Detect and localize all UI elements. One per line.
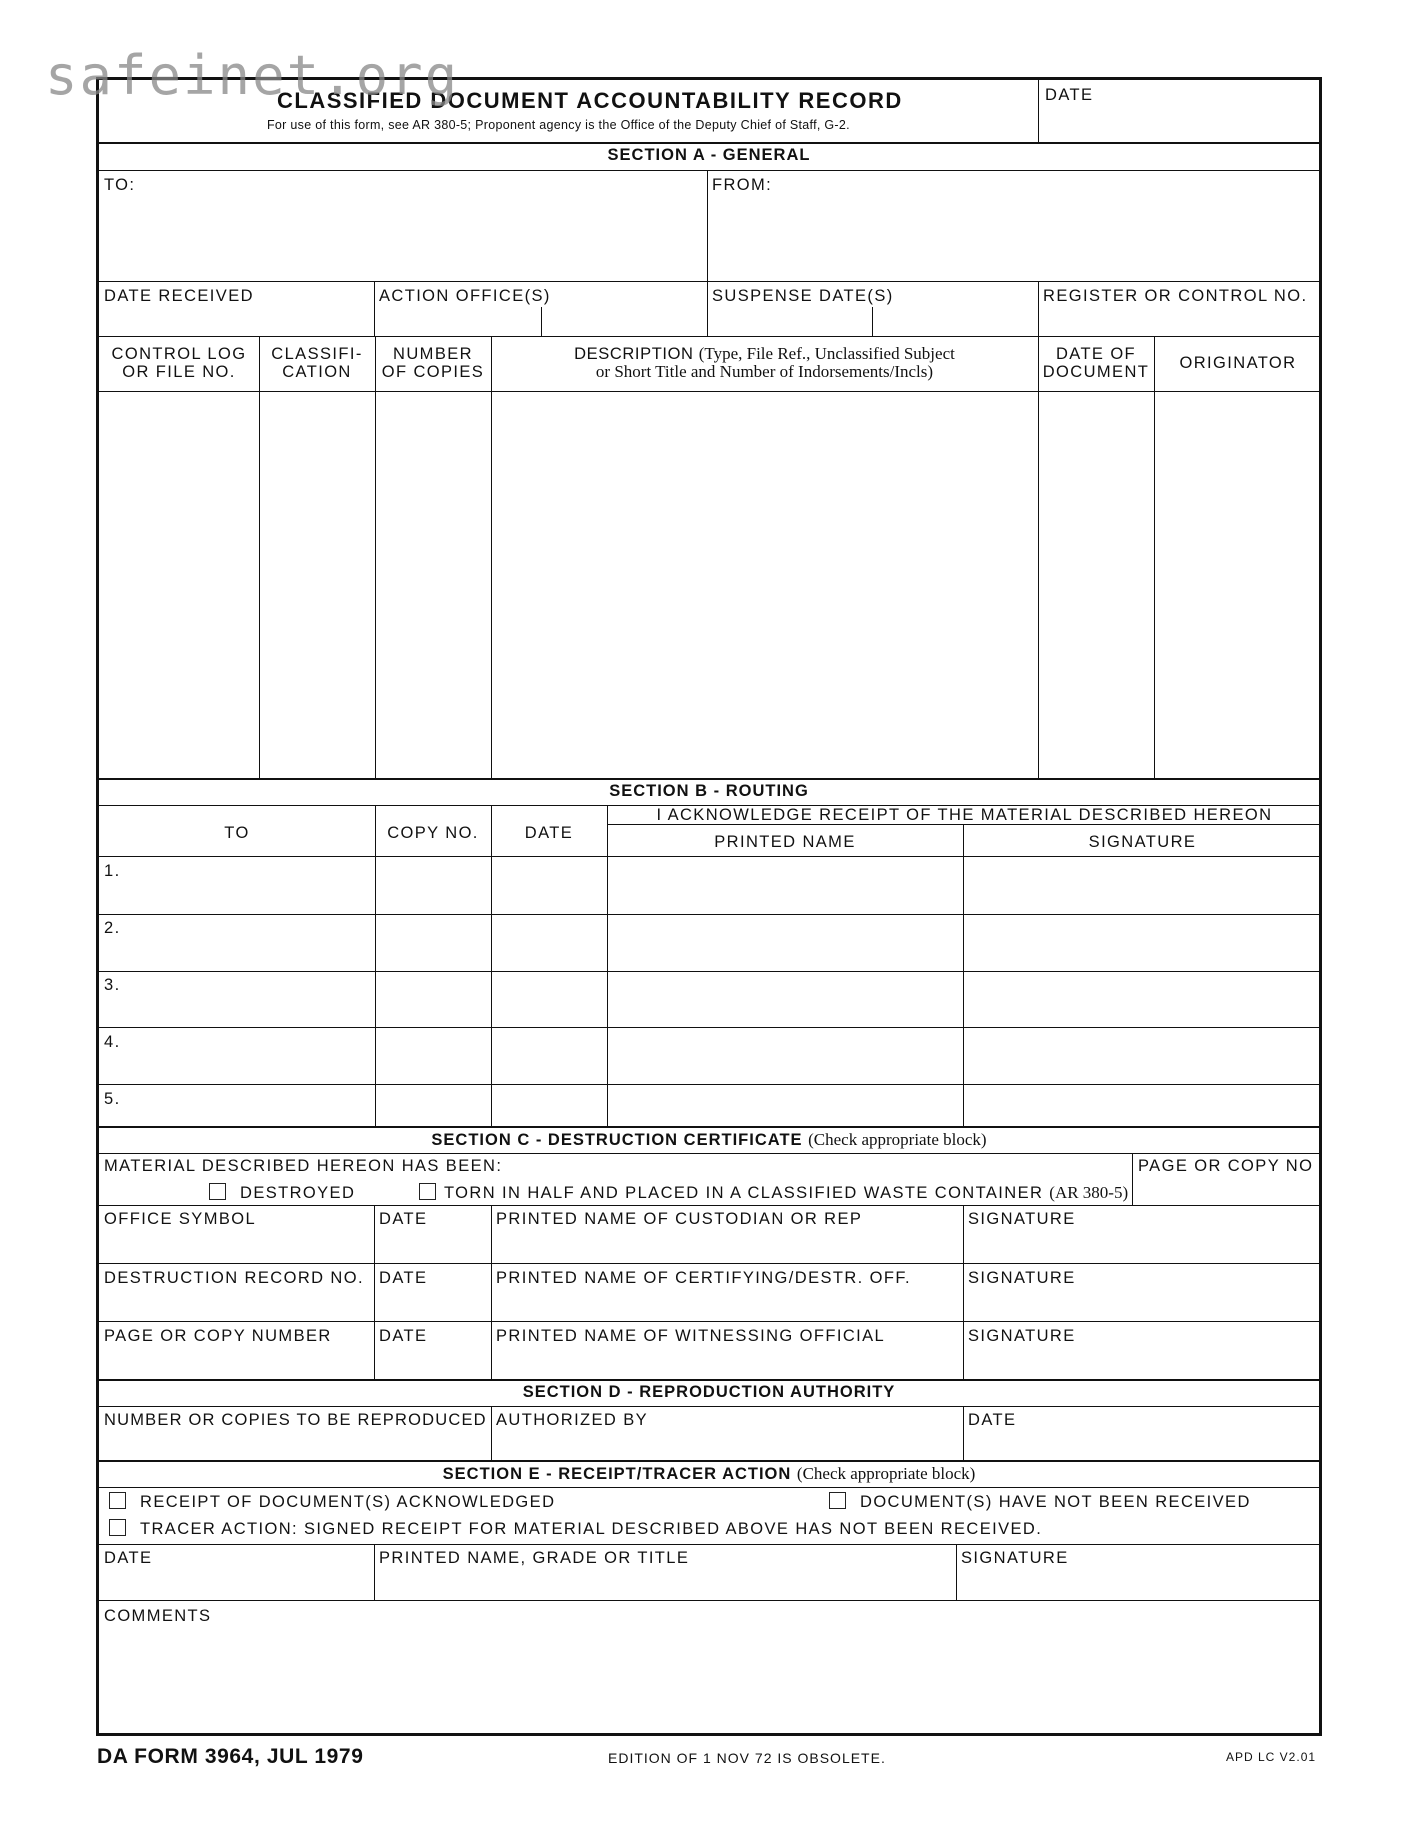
acknowledge-header: I ACKNOWLEDGE RECEIPT OF THE MATERIAL DESCRIBED HEREON	[656, 806, 1273, 824]
register-no-field[interactable]: REGISTER OR CONTROL NO.	[1043, 287, 1308, 305]
certifying-name-field[interactable]: PRINTED NAME OF CERTIFYING/DESTR. OFF.	[496, 1269, 911, 1287]
receipt-ack-option[interactable]: RECEIPT OF DOCUMENT(S) ACKNOWLEDGED	[109, 1492, 555, 1512]
custodian-name-field[interactable]: PRINTED NAME OF CUSTODIAN OR REP	[496, 1210, 863, 1228]
destroyed-option[interactable]: DESTROYED	[209, 1183, 355, 1203]
tracer-option[interactable]: TRACER ACTION: SIGNED RECEIPT FOR MATERIAL DESCRIBED ABOVE HAS NOT BEEN RECEIVED.	[109, 1519, 1042, 1539]
material-label: MATERIAL DESCRIBED HEREON HAS BEEN:	[104, 1157, 503, 1175]
section-b-title: SECTION B - ROUTING	[609, 782, 809, 800]
version-label: APD LC V2.01	[1226, 1750, 1317, 1764]
receipt-date-field[interactable]: DATE	[104, 1549, 153, 1567]
witness-signature-field[interactable]: SIGNATURE	[968, 1327, 1076, 1345]
section-a-title: SECTION A - GENERAL	[607, 146, 811, 164]
number-copies-field[interactable]: NUMBER OR COPIES TO BE REPRODUCED	[104, 1411, 487, 1429]
receipt-ack-checkbox[interactable]	[109, 1492, 126, 1509]
authorized-by-field[interactable]: AUTHORIZED BY	[496, 1411, 649, 1429]
tracer-checkbox[interactable]	[109, 1519, 126, 1536]
destruction-record-field[interactable]: DESTRUCTION RECORD NO.	[104, 1269, 364, 1287]
col-classification: CLASSIFI- CATION	[271, 345, 363, 381]
destruction-date-field[interactable]: DATE	[379, 1210, 428, 1228]
col-date-of-document: DATE OF DOCUMENT	[1042, 345, 1150, 381]
form-id: DA FORM 3964, JUL 1979	[97, 1745, 364, 1768]
date-received-field[interactable]: DATE RECEIVED	[104, 287, 254, 305]
comments-field[interactable]: COMMENTS	[104, 1607, 212, 1625]
destroyed-checkbox[interactable]	[209, 1183, 226, 1200]
office-symbol-field[interactable]: OFFICE SYMBOL	[104, 1210, 257, 1228]
torn-option[interactable]: TORN IN HALF AND PLACED IN A CLASSIFIED WASTE CONTAINER (AR 380-5)	[419, 1183, 1128, 1203]
section-c-title: SECTION C - DESTRUCTION CERTIFICATE (Check appropriate block)	[431, 1130, 987, 1149]
form-title: CLASSIFIED DOCUMENT ACCOUNTABILITY RECORD	[277, 88, 903, 113]
col-number-copies: NUMBER OF COPIES	[381, 345, 485, 381]
routing-row[interactable]: 1.	[104, 862, 121, 880]
routing-row[interactable]: 4.	[104, 1033, 121, 1051]
certifying-date-field[interactable]: DATE	[379, 1269, 428, 1287]
section-e-title: SECTION E - RECEIPT/TRACER ACTION (Check appropriate block)	[442, 1464, 976, 1483]
from-field[interactable]: FROM:	[712, 176, 773, 194]
custodian-signature-field[interactable]: SIGNATURE	[968, 1210, 1076, 1228]
reproduction-date-field[interactable]: DATE	[968, 1411, 1017, 1429]
routing-date-header: DATE	[524, 824, 574, 842]
action-offices-field[interactable]: ACTION OFFICE(S)	[379, 287, 551, 305]
torn-checkbox[interactable]	[419, 1183, 436, 1200]
document-entry-area[interactable]	[99, 392, 1319, 778]
page-copy-number-field[interactable]: PAGE OR COPY NUMBER	[104, 1327, 332, 1345]
routing-to-header: TO	[224, 824, 250, 842]
routing-row[interactable]: 3.	[104, 976, 121, 994]
col-description: DESCRIPTION (Type, File Ref., Unclassified Subject or Short Title and Number of Indorsements/Incls)	[574, 344, 955, 381]
form	[96, 77, 1322, 1736]
page-copy-no-field[interactable]: PAGE OR COPY NO	[1138, 1157, 1314, 1175]
suspense-dates-field[interactable]: SUSPENSE DATE(S)	[712, 287, 894, 305]
edition-note: EDITION OF 1 NOV 72 IS OBSOLETE.	[608, 1750, 886, 1766]
not-received-checkbox[interactable]	[829, 1492, 846, 1509]
routing-copy-header: COPY NO.	[387, 824, 479, 842]
form-subtitle: For use of this form, see AR 380-5; Proponent agency is the Office of the Deputy Chief of Staff, G-2.	[267, 118, 850, 132]
routing-row[interactable]: 2.	[104, 919, 121, 937]
routing-row[interactable]: 5.	[104, 1090, 121, 1108]
printed-name-header: PRINTED NAME	[714, 833, 856, 851]
header-date-field[interactable]: DATE	[1045, 86, 1094, 104]
witness-date-field[interactable]: DATE	[379, 1327, 428, 1345]
to-field[interactable]: TO:	[104, 176, 136, 194]
section-d-title: SECTION D - REPRODUCTION AUTHORITY	[522, 1383, 896, 1401]
certifying-signature-field[interactable]: SIGNATURE	[968, 1269, 1076, 1287]
not-received-option[interactable]: DOCUMENT(S) HAVE NOT BEEN RECEIVED	[829, 1492, 1251, 1512]
receipt-signature-field[interactable]: SIGNATURE	[961, 1549, 1069, 1567]
witness-name-field[interactable]: PRINTED NAME OF WITNESSING OFFICIAL	[496, 1327, 886, 1345]
col-originator: ORIGINATOR	[1179, 354, 1297, 372]
watermark: safeinet.org	[45, 44, 460, 107]
receipt-name-field[interactable]: PRINTED NAME, GRADE OR TITLE	[379, 1549, 690, 1567]
signature-header: SIGNATURE	[1088, 833, 1197, 851]
col-control-log: CONTROL LOG OR FILE NO.	[111, 345, 247, 381]
